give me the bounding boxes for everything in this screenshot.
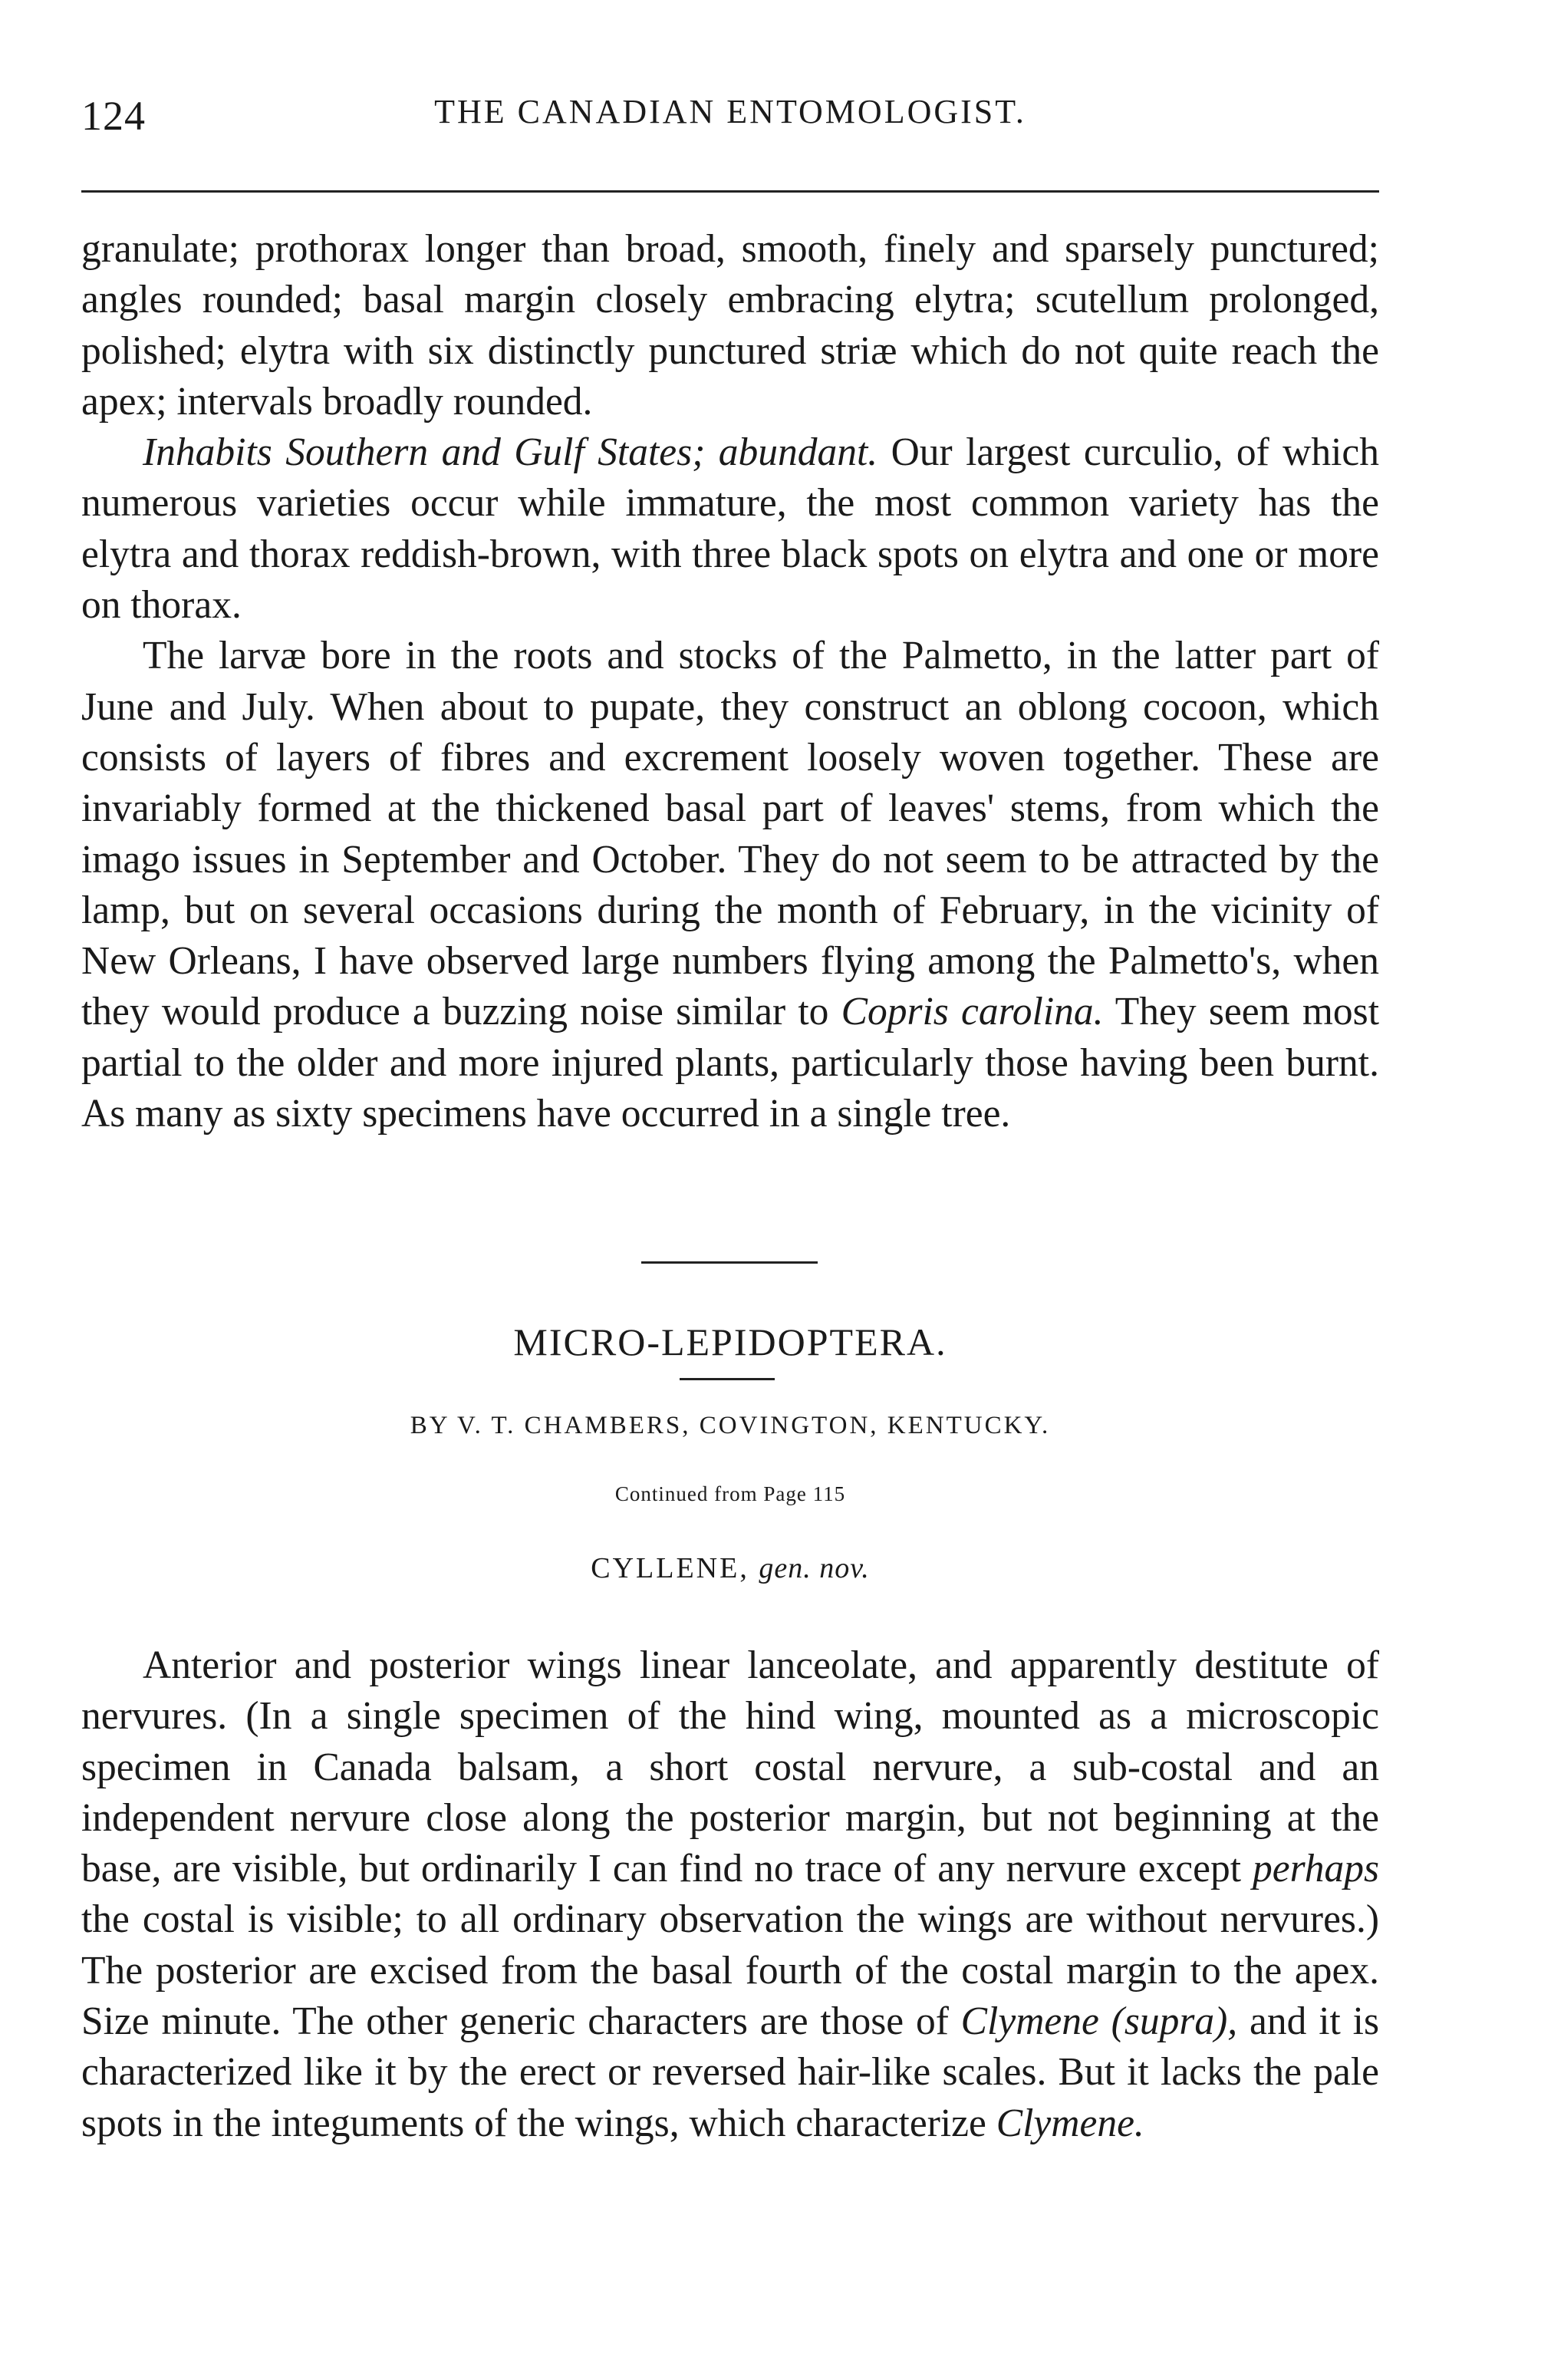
paragraph-cyllene	[81, 1640, 1379, 2149]
first-article-text	[81, 224, 1379, 1139]
cyllene-text-b: the costal is visible; to all ordinary observation the wings are without nervures.) The posterior are excised from the basal fourth of the costal margin to the apex. Size minute. The other generic characters are those of	[81, 1897, 1379, 2044]
article-title: MICRO-LEPIDOPTERA.	[513, 1320, 947, 1363]
paragraph-larvae	[81, 631, 1379, 1139]
habitat-italic: Inhabits Southern and Gulf States; abundant.	[143, 430, 878, 475]
journal-title: THE CANADIAN ENTOMOLOGIST.	[434, 93, 1026, 130]
header-rule	[81, 190, 1379, 193]
clymene-italic: Clymene.	[996, 2101, 1144, 2145]
cyllene-text-c: and it is characterized like it by the erect or reversed hair-like scales. But it lacks the pale spots in the integuments of the wings, which characterize	[81, 1999, 1379, 2145]
second-article-text	[81, 1640, 1379, 2149]
cyllene-text-a: Anterior and posterior wings linear lanceolate, and apparently destitute of nervures. (In a single specimen of the hind wing, mounted as a microscopic specimen in Canada balsam, a short costal nervure, a sub-costal and an independent nervure close along the posterior margin, but not beginning at the base, are visible, but ordinarily I can find no trace of any nervure except	[81, 1643, 1379, 1891]
title-rule	[680, 1378, 775, 1380]
continued-note: Continued from Page 115	[614, 1482, 846, 1505]
genus-name: CYLLENE,	[591, 1552, 749, 1584]
document-page	[81, 92, 1379, 2145]
paragraph-description: granulate; prothorax longer than broad, smooth, finely and sparsely punctured; angles rounded; basal margin closely embracing elytra; scutellum prolonged, polished; elytra with six distinctly punctured striæ which do not quite reach the apex; intervals broadly rounded.	[81, 227, 1379, 424]
byline: BY V. T. CHAMBERS, COVINGTON, KENTUCKY.	[410, 1412, 1051, 1439]
larvae-text-b: They seem most partial to the older and more injured plants, particularly those having been burnt. As many as sixty specimens have occurred in a single tree.	[81, 990, 1379, 1136]
habitat-text: Our largest curculio, of which numerous varieties occur while immature, the most common variety has the elytra and thorax reddish-brown, with three black spots on elytra and one or more on thorax.	[81, 430, 1379, 628]
genus-heading	[81, 1551, 1379, 1585]
section-divider	[641, 1261, 818, 1264]
clymene-supra-italic: Clymene (supra),	[960, 1999, 1238, 2044]
paragraph-habitat	[81, 427, 1379, 631]
genus-note: gen. nov.	[759, 1552, 870, 1584]
running-head	[81, 92, 1379, 152]
perhaps-italic: perhaps	[1252, 1847, 1379, 1891]
species-copris: Copris carolina.	[841, 990, 1104, 1034]
page-number: 124	[81, 93, 146, 139]
larvae-text-a: The larvæ bore in the roots and stocks of the Palmetto, in the latter part of June and July. When about to pupate, they construct an oblong cocoon, which consists of layers of fibres and excrement loosely woven together. These are invariably formed at the thickened basal part of leaves' stems, from which the imago issues in September and October. They do not seem to be attracted by the lamp, but on several occasions during the month of February, in the vicinity of New Orleans, I have observed large numbers flying among the Palmetto's, when they would produce a buzzing noise similar to	[81, 634, 1379, 1034]
